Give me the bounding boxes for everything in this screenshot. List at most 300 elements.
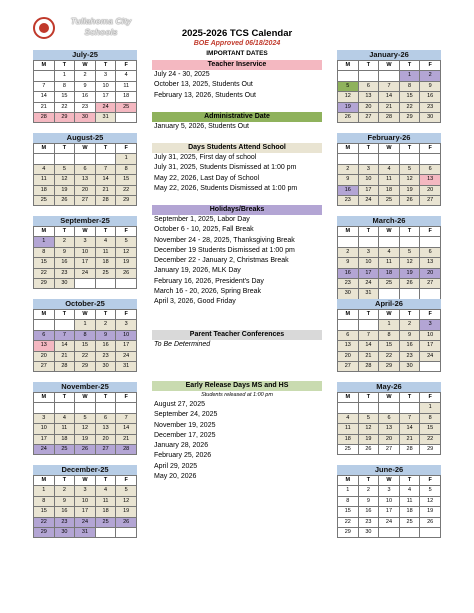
day-cell: 10 bbox=[116, 330, 137, 340]
day-cell: 9 bbox=[399, 330, 420, 340]
weekday-label: W bbox=[75, 227, 96, 237]
week-row bbox=[338, 185, 441, 195]
weekday-label: W bbox=[379, 310, 400, 320]
day-cell: 4 bbox=[379, 247, 400, 257]
day-cell: 3 bbox=[75, 486, 96, 496]
day-cell bbox=[358, 154, 379, 164]
day-cell: 19 bbox=[54, 185, 75, 195]
day-cell: 18 bbox=[379, 185, 400, 195]
day-cell: 17 bbox=[95, 92, 116, 102]
day-cell bbox=[116, 279, 137, 289]
calendar-august bbox=[33, 133, 137, 206]
month-grid bbox=[33, 475, 137, 538]
day-cell: 13 bbox=[34, 341, 55, 351]
week-row bbox=[338, 247, 441, 257]
weekday-header-row bbox=[34, 476, 137, 486]
day-cell: 2 bbox=[75, 71, 96, 81]
day-cell: 11 bbox=[379, 258, 400, 268]
day-cell bbox=[358, 71, 379, 81]
weekday-label: F bbox=[116, 476, 137, 486]
day-cell: 31 bbox=[75, 528, 96, 538]
weekday-label: T bbox=[95, 393, 116, 403]
day-cell: 7 bbox=[95, 164, 116, 174]
day-cell: 10 bbox=[95, 81, 116, 91]
day-cell: 17 bbox=[116, 341, 137, 351]
day-cell bbox=[95, 154, 116, 164]
day-cell: 11 bbox=[34, 175, 55, 185]
day-cell: 26 bbox=[399, 196, 420, 206]
week-row bbox=[34, 330, 137, 340]
day-cell bbox=[420, 289, 441, 299]
day-cell: 15 bbox=[338, 507, 359, 517]
month-title: October-25 bbox=[33, 299, 137, 309]
week-row bbox=[338, 351, 441, 361]
weekday-header-row bbox=[34, 144, 137, 154]
day-cell: 14 bbox=[54, 341, 75, 351]
weekday-label: M bbox=[34, 310, 55, 320]
day-cell bbox=[75, 279, 96, 289]
day-cell bbox=[95, 279, 116, 289]
weekday-label: M bbox=[34, 144, 55, 154]
weekday-label: T bbox=[54, 310, 75, 320]
weekday-label: W bbox=[75, 476, 96, 486]
inservice-line: July 24 - 30, 2025 bbox=[154, 71, 210, 78]
day-cell bbox=[379, 403, 400, 413]
week-row bbox=[338, 175, 441, 185]
section-early-release bbox=[152, 381, 322, 482]
day-cell: 19 bbox=[338, 102, 359, 112]
week-row bbox=[34, 258, 137, 268]
week-row bbox=[34, 175, 137, 185]
week-row bbox=[338, 413, 441, 423]
day-cell: 15 bbox=[34, 258, 55, 268]
day-cell: 5 bbox=[54, 164, 75, 174]
day-cell: 21 bbox=[95, 185, 116, 195]
weekday-label: F bbox=[420, 476, 441, 486]
day-cell: 22 bbox=[399, 102, 420, 112]
month-grid bbox=[337, 309, 441, 372]
section-heading: Early Release Days MS and HS bbox=[152, 381, 322, 391]
section-administrative-date bbox=[152, 112, 322, 132]
week-row bbox=[338, 517, 441, 527]
day-cell: 2 bbox=[420, 71, 441, 81]
weekday-label: F bbox=[420, 310, 441, 320]
day-cell: 1 bbox=[54, 71, 75, 81]
early-release-line: December 17, 2025 bbox=[154, 431, 216, 439]
day-cell: 10 bbox=[75, 496, 96, 506]
day-cell bbox=[75, 403, 96, 413]
day-cell: 30 bbox=[358, 528, 379, 538]
day-cell: 17 bbox=[420, 341, 441, 351]
week-row bbox=[34, 507, 137, 517]
day-cell: 28 bbox=[399, 445, 420, 455]
day-cell: 1 bbox=[338, 486, 359, 496]
day-cell bbox=[95, 528, 116, 538]
week-row bbox=[34, 445, 137, 455]
day-cell: 30 bbox=[54, 279, 75, 289]
week-row bbox=[338, 113, 441, 123]
week-row bbox=[34, 320, 137, 330]
weekday-header-row bbox=[34, 310, 137, 320]
day-cell: 13 bbox=[338, 341, 359, 351]
calendar-october bbox=[33, 299, 137, 372]
holiday-line: April 3, 2026, Good Friday bbox=[154, 298, 236, 306]
day-cell: 29 bbox=[399, 113, 420, 123]
day-cell: 30 bbox=[420, 113, 441, 123]
day-cell: 28 bbox=[379, 113, 400, 123]
day-cell: 13 bbox=[75, 175, 96, 185]
day-cell: 26 bbox=[420, 517, 441, 527]
day-cell: 27 bbox=[358, 113, 379, 123]
calendar-july bbox=[33, 50, 137, 123]
week-row bbox=[34, 486, 137, 496]
seal-icon bbox=[33, 17, 55, 39]
week-row bbox=[34, 196, 137, 206]
school-logo bbox=[33, 14, 149, 44]
weekday-label: T bbox=[399, 61, 420, 71]
day-cell: 8 bbox=[54, 81, 75, 91]
weekday-header-row bbox=[34, 393, 137, 403]
day-cell: 3 bbox=[95, 71, 116, 81]
day-cell: 8 bbox=[420, 413, 441, 423]
weekday-label: T bbox=[54, 476, 75, 486]
weekday-label: M bbox=[34, 476, 55, 486]
day-cell: 7 bbox=[379, 81, 400, 91]
day-cell: 2 bbox=[54, 237, 75, 247]
day-cell: 11 bbox=[338, 424, 359, 434]
day-cell bbox=[399, 403, 420, 413]
day-cell: 6 bbox=[338, 330, 359, 340]
day-cell: 26 bbox=[116, 268, 137, 278]
weekday-label: M bbox=[338, 227, 359, 237]
week-row bbox=[34, 434, 137, 444]
day-cell: 19 bbox=[75, 434, 96, 444]
day-cell: 27 bbox=[34, 362, 55, 372]
day-cell: 15 bbox=[116, 175, 137, 185]
day-cell: 29 bbox=[34, 279, 55, 289]
day-cell: 25 bbox=[95, 517, 116, 527]
week-row bbox=[338, 268, 441, 278]
month-title: August-25 bbox=[33, 133, 137, 143]
day-cell bbox=[420, 528, 441, 538]
day-cell: 1 bbox=[34, 237, 55, 247]
day-cell: 4 bbox=[34, 164, 55, 174]
day-cell: 22 bbox=[338, 517, 359, 527]
day-cell: 19 bbox=[399, 268, 420, 278]
month-title: May-26 bbox=[337, 382, 441, 392]
week-row bbox=[338, 424, 441, 434]
attend-line: May 22, 2026, Last Day of School bbox=[154, 174, 260, 182]
week-row bbox=[34, 517, 137, 527]
day-cell: 1 bbox=[116, 154, 137, 164]
day-cell bbox=[54, 320, 75, 330]
weekday-label: T bbox=[54, 144, 75, 154]
day-cell: 12 bbox=[116, 496, 137, 506]
month-grid bbox=[337, 60, 441, 123]
day-cell: 8 bbox=[75, 330, 96, 340]
day-cell: 4 bbox=[399, 486, 420, 496]
weekday-label: T bbox=[95, 144, 116, 154]
weekday-label: T bbox=[54, 393, 75, 403]
day-cell: 7 bbox=[116, 413, 137, 423]
day-cell: 28 bbox=[358, 362, 379, 372]
day-cell: 26 bbox=[116, 517, 137, 527]
week-row bbox=[338, 496, 441, 506]
month-title: July-25 bbox=[33, 50, 137, 60]
holiday-line: December 19 Students Dismissed at 1:00 pm bbox=[154, 246, 295, 254]
day-cell: 13 bbox=[420, 258, 441, 268]
day-cell: 20 bbox=[75, 185, 96, 195]
attend-line: July 31, 2025, Students Dismissed at 1:00 pm bbox=[154, 164, 297, 172]
day-cell: 3 bbox=[116, 320, 137, 330]
day-cell: 18 bbox=[399, 507, 420, 517]
day-cell: 27 bbox=[420, 196, 441, 206]
day-cell: 25 bbox=[54, 445, 75, 455]
week-row bbox=[338, 258, 441, 268]
week-row bbox=[338, 164, 441, 174]
day-cell bbox=[34, 403, 55, 413]
day-cell bbox=[420, 237, 441, 247]
day-cell: 14 bbox=[399, 424, 420, 434]
day-cell: 24 bbox=[358, 196, 379, 206]
holiday-line: November 24 - 28, 2025, Thanksgiving Break bbox=[154, 236, 295, 244]
week-row bbox=[34, 154, 137, 164]
day-cell: 5 bbox=[420, 486, 441, 496]
early-release-line: February 25, 2026 bbox=[154, 452, 212, 460]
week-row bbox=[34, 351, 137, 361]
day-cell: 21 bbox=[399, 434, 420, 444]
week-row bbox=[338, 330, 441, 340]
calendar-february bbox=[337, 133, 441, 206]
day-cell: 27 bbox=[379, 445, 400, 455]
weekday-label: M bbox=[338, 393, 359, 403]
week-row bbox=[338, 102, 441, 112]
weekday-label: T bbox=[95, 310, 116, 320]
day-cell bbox=[338, 403, 359, 413]
week-row bbox=[34, 528, 137, 538]
day-cell: 20 bbox=[34, 351, 55, 361]
day-cell: 16 bbox=[358, 507, 379, 517]
day-cell: 5 bbox=[358, 413, 379, 423]
weekday-label: F bbox=[420, 393, 441, 403]
day-cell bbox=[420, 362, 441, 372]
weekday-label: W bbox=[75, 61, 96, 71]
day-cell: 2 bbox=[95, 320, 116, 330]
day-cell: 4 bbox=[95, 486, 116, 496]
weekday-label: T bbox=[399, 393, 420, 403]
day-cell: 3 bbox=[420, 320, 441, 330]
week-row bbox=[338, 81, 441, 91]
day-cell: 11 bbox=[116, 81, 137, 91]
day-cell bbox=[34, 320, 55, 330]
week-row bbox=[338, 362, 441, 372]
inservice-line: February 13, 2026, Students Out bbox=[154, 91, 256, 99]
week-row bbox=[34, 362, 137, 372]
day-cell: 18 bbox=[95, 258, 116, 268]
day-cell: 30 bbox=[399, 362, 420, 372]
day-cell bbox=[399, 289, 420, 299]
early-release-line: May 20, 2026 bbox=[154, 473, 197, 481]
day-cell: 24 bbox=[75, 268, 96, 278]
day-cell: 11 bbox=[95, 247, 116, 257]
day-cell: 30 bbox=[338, 289, 359, 299]
week-row bbox=[34, 237, 137, 247]
day-cell: 22 bbox=[116, 185, 137, 195]
weekday-label: W bbox=[379, 144, 400, 154]
day-cell: 8 bbox=[34, 496, 55, 506]
day-cell: 11 bbox=[399, 496, 420, 506]
day-cell: 20 bbox=[379, 434, 400, 444]
day-cell: 19 bbox=[399, 185, 420, 195]
day-cell: 30 bbox=[54, 528, 75, 538]
weekday-label: W bbox=[75, 310, 96, 320]
week-row bbox=[34, 279, 137, 289]
month-title: November-25 bbox=[33, 382, 137, 392]
day-cell bbox=[338, 154, 359, 164]
day-cell: 5 bbox=[116, 486, 137, 496]
day-cell: 15 bbox=[75, 341, 96, 351]
day-cell: 6 bbox=[34, 330, 55, 340]
weekday-label: W bbox=[379, 227, 400, 237]
day-cell bbox=[34, 154, 55, 164]
day-cell: 22 bbox=[54, 102, 75, 112]
day-cell: 24 bbox=[420, 351, 441, 361]
section-heading: Holidays/Breaks bbox=[152, 205, 322, 215]
day-cell: 29 bbox=[338, 528, 359, 538]
week-row bbox=[34, 164, 137, 174]
day-cell: 24 bbox=[116, 351, 137, 361]
day-cell: 16 bbox=[54, 258, 75, 268]
holiday-line: December 22 - January 2, Christmas Break bbox=[154, 257, 289, 265]
day-cell: 10 bbox=[358, 175, 379, 185]
day-cell: 25 bbox=[338, 445, 359, 455]
month-grid bbox=[33, 226, 137, 289]
day-cell: 16 bbox=[420, 92, 441, 102]
day-cell: 16 bbox=[399, 341, 420, 351]
weekday-label: T bbox=[399, 227, 420, 237]
day-cell bbox=[116, 403, 137, 413]
day-cell: 18 bbox=[95, 507, 116, 517]
section-heading: Teacher Inservice bbox=[152, 60, 322, 70]
week-row bbox=[34, 403, 137, 413]
month-grid bbox=[33, 309, 137, 372]
day-cell: 10 bbox=[379, 496, 400, 506]
weekday-label: T bbox=[399, 144, 420, 154]
day-cell: 16 bbox=[75, 92, 96, 102]
early-release-line: August 27, 2025 bbox=[154, 401, 205, 408]
day-cell: 9 bbox=[75, 81, 96, 91]
weekday-label: T bbox=[358, 310, 379, 320]
month-title: September-25 bbox=[33, 216, 137, 226]
weekday-label: M bbox=[34, 393, 55, 403]
weekday-label: T bbox=[399, 310, 420, 320]
day-cell: 13 bbox=[358, 92, 379, 102]
day-cell: 28 bbox=[116, 445, 137, 455]
day-cell: 14 bbox=[116, 424, 137, 434]
day-cell: 15 bbox=[399, 92, 420, 102]
week-row bbox=[338, 486, 441, 496]
day-cell bbox=[358, 237, 379, 247]
day-cell: 9 bbox=[54, 496, 75, 506]
holiday-line: March 16 - 20, 2026, Spring Break bbox=[154, 288, 262, 296]
day-cell bbox=[95, 403, 116, 413]
section-heading: Administrative Date bbox=[152, 112, 322, 122]
day-cell: 26 bbox=[399, 279, 420, 289]
day-cell bbox=[379, 289, 400, 299]
early-release-line: November 19, 2025 bbox=[154, 421, 216, 429]
day-cell: 26 bbox=[54, 196, 75, 206]
month-title: March-26 bbox=[337, 216, 441, 226]
week-row bbox=[338, 403, 441, 413]
week-row bbox=[34, 113, 137, 123]
day-cell: 6 bbox=[420, 164, 441, 174]
day-cell: 26 bbox=[338, 113, 359, 123]
calendar-may bbox=[337, 382, 441, 455]
week-row bbox=[338, 196, 441, 206]
day-cell: 17 bbox=[358, 185, 379, 195]
day-cell: 17 bbox=[75, 258, 96, 268]
day-cell: 2 bbox=[338, 247, 359, 257]
month-title: February-26 bbox=[337, 133, 441, 143]
weekday-label: T bbox=[358, 476, 379, 486]
weekday-label: T bbox=[358, 393, 379, 403]
day-cell: 14 bbox=[34, 92, 55, 102]
week-row bbox=[338, 320, 441, 330]
weekday-header-row bbox=[338, 61, 441, 71]
day-cell: 2 bbox=[399, 320, 420, 330]
holiday-line: October 6 - 10, 2025, Fall Break bbox=[154, 226, 254, 234]
week-row bbox=[338, 71, 441, 81]
weekday-label: T bbox=[95, 61, 116, 71]
day-cell: 25 bbox=[116, 102, 137, 112]
day-cell: 12 bbox=[75, 424, 96, 434]
day-cell: 29 bbox=[116, 196, 137, 206]
weekday-label: F bbox=[116, 61, 137, 71]
weekday-header-row bbox=[34, 227, 137, 237]
day-cell: 12 bbox=[54, 175, 75, 185]
day-cell: 17 bbox=[34, 434, 55, 444]
day-cell: 8 bbox=[379, 330, 400, 340]
important-dates-label: IMPORTANT DATES bbox=[206, 50, 268, 57]
weekday-label: T bbox=[95, 227, 116, 237]
month-grid bbox=[33, 60, 137, 123]
holiday-line: September 1, 2025, Labor Day bbox=[154, 216, 250, 223]
day-cell: 3 bbox=[358, 247, 379, 257]
day-cell: 7 bbox=[34, 81, 55, 91]
day-cell: 28 bbox=[34, 113, 55, 123]
week-row bbox=[34, 71, 137, 81]
early-release-line: January 28, 2026 bbox=[154, 442, 209, 450]
month-title: January-26 bbox=[337, 50, 441, 60]
day-cell: 2 bbox=[338, 164, 359, 174]
weekday-label: F bbox=[420, 144, 441, 154]
month-grid bbox=[33, 392, 137, 455]
day-cell: 8 bbox=[116, 164, 137, 174]
day-cell: 9 bbox=[358, 496, 379, 506]
calendar-september bbox=[33, 216, 137, 289]
week-row bbox=[34, 102, 137, 112]
day-cell: 5 bbox=[338, 81, 359, 91]
month-grid bbox=[337, 226, 441, 300]
day-cell: 29 bbox=[420, 445, 441, 455]
month-title: April-26 bbox=[337, 299, 441, 309]
day-cell: 6 bbox=[379, 413, 400, 423]
day-cell: 3 bbox=[75, 237, 96, 247]
day-cell: 11 bbox=[95, 496, 116, 506]
day-cell: 1 bbox=[420, 403, 441, 413]
day-cell: 30 bbox=[95, 362, 116, 372]
inservice-line: October 13, 2025, Students Out bbox=[154, 81, 253, 89]
